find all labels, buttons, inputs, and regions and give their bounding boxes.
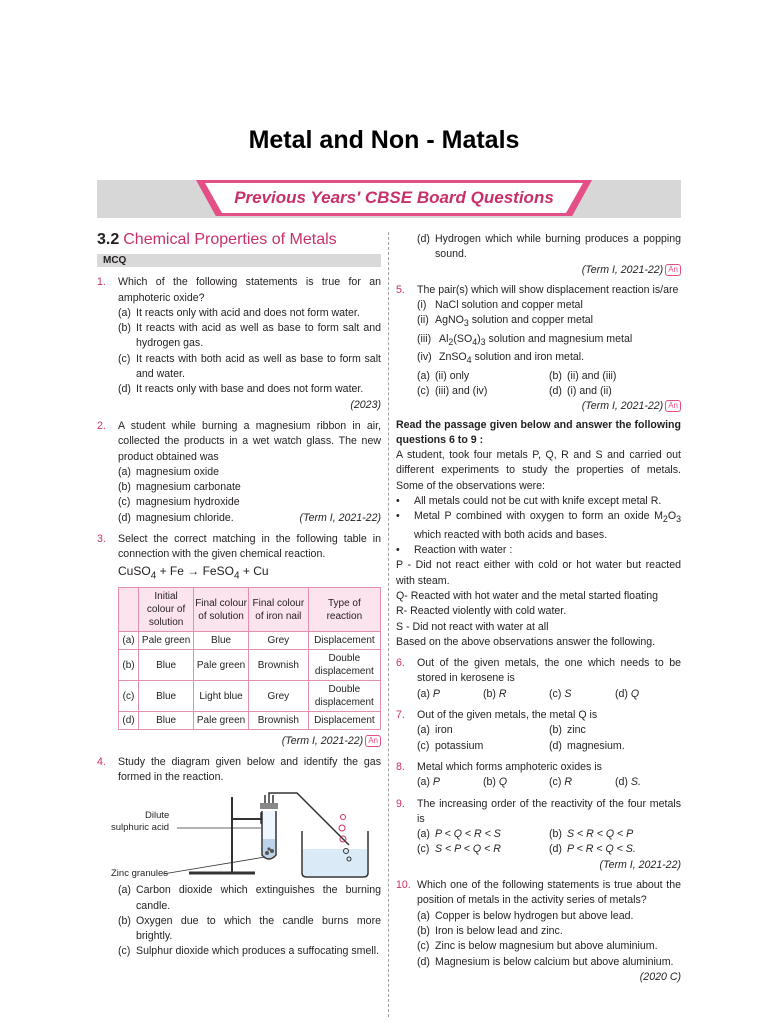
mcq-label: MCQ (97, 254, 381, 267)
question-text: Out of the given metals, the metal Q is (417, 709, 598, 722)
chemical-equation: CuSO$_4$ + Fe → FeSO$_4$ + Cu (118, 563, 269, 582)
option-d: (d) Magnesium is below calcium but above aluminium. (2020 C) (417, 955, 681, 986)
table-row: (a) Pale green Blue Grey Displacement (119, 632, 381, 650)
option-c: (c) potassium (417, 739, 484, 752)
section-heading (97, 232, 381, 247)
passage-line: Based on the above observations answer the following. (396, 635, 656, 648)
question-number: 2. (97, 419, 106, 432)
question-text: The increasing order of the reactivity of the four metals is (417, 797, 681, 825)
analyse-badge: An (665, 400, 681, 412)
question-9 (396, 797, 681, 858)
question-text: Study the diagram given below and identify the gas formed in the reaction. (118, 755, 381, 783)
option-d: (d) It reacts only with base and does not form water. (2023) (118, 382, 381, 413)
option-c: (c) It reacts with both acid as well as base to form salt and water. (118, 352, 381, 381)
option-c: (c) Zinc is below magnesium but above aluminium. (417, 940, 658, 953)
passage-bullet: • Metal P combined with oxygen to form an oxide $M_2O_3$ which reacted with both acids and bases. (396, 510, 681, 541)
option-a: (a) P < Q < R < S (417, 828, 501, 841)
option-a: (a) magnesium oxide (118, 465, 220, 478)
item-ii: (ii) AgNO$_3$ solution and copper metal (417, 314, 594, 329)
options-row (417, 827, 681, 842)
option-c: (c) S < P < Q < R (417, 843, 501, 856)
table-row: (d) Blue Pale green Brownish Displacement (119, 712, 381, 730)
diagram-label: Zinc granules (111, 868, 169, 880)
options-row (417, 723, 681, 738)
option-b: (b) Q (483, 776, 508, 789)
option-d: (d) magnesium. (549, 739, 625, 752)
option-b: (b) It reacts with acid as well as base to form salt and hydrogen gas. (118, 322, 381, 350)
option-b: (b) Oxygen due to which the candle burns more brightly. (118, 914, 381, 943)
option-a: (a) iron (417, 724, 453, 737)
passage-heading: Read the passage given below and answer the following questions 6 to 9 : (396, 418, 681, 446)
table-header (119, 588, 139, 632)
section-number: 3.2 (97, 231, 120, 248)
question-number: 6. (396, 657, 405, 670)
option-d: (d) magnesium chloride. (Term I, 2021-22) (118, 511, 381, 526)
option-c: (c) R (549, 776, 572, 789)
question-5 (396, 283, 681, 399)
option-a: (a) It reacts only with acid and does not form water. (118, 306, 360, 319)
question-4-options (97, 883, 381, 959)
question-number: 9. (396, 797, 405, 810)
options-row (417, 384, 681, 399)
option-c: (c) (iii) and (iv) (417, 385, 488, 397)
table-header: Initial colour of solution (139, 588, 194, 632)
item-iii: (iii) $Al_2(SO_4)_3$ solution and magnesium metal (417, 332, 633, 347)
table-row: (b) Blue Pale green Brownish Double displacement (119, 650, 381, 681)
year-tag: (Term I, 2021-22) An (396, 263, 681, 278)
options-row (417, 775, 681, 790)
question-text: Out of the given metals, the one which needs to be stored in kerosene is (417, 657, 681, 685)
options-row (417, 687, 681, 702)
question-number: 7. (396, 709, 405, 722)
table-row: (c) Blue Light blue Grey Double displacement (119, 681, 381, 712)
analyse-badge: An (665, 264, 681, 276)
right-column (396, 232, 681, 991)
option-d: (d) Q (615, 687, 640, 700)
year-tag: (Term I, 2021-22) (599, 858, 681, 871)
year-tag: (Term I, 2021-22) (299, 511, 381, 524)
option-c: (c) S (549, 687, 572, 700)
question-4-continued (396, 232, 681, 263)
table-header-row (119, 588, 381, 632)
passage-line: S - Did not react with water at all (396, 620, 549, 633)
year-tag: (2020 C) (639, 970, 681, 983)
option-a: (a) (ii) only (417, 369, 470, 382)
options-row (417, 369, 681, 384)
question-number: 4. (97, 755, 106, 768)
item-i: (i) NaCl solution and copper metal (417, 299, 583, 312)
passage-line: R- Reacted violently with cold water. (396, 605, 567, 618)
year-tag: (Term I, 2021-22) An (396, 399, 681, 414)
apparatus-diagram (97, 789, 381, 881)
passage-bullet: • All metals could not be cut with knife except metal R. (396, 495, 662, 508)
option-a: (a) Copper is below hydrogen but above lead. (417, 909, 634, 922)
diagram-label: Dilute (145, 810, 170, 822)
question-2 (97, 419, 381, 526)
question-text: Metal which forms amphoteric oxides is (417, 760, 602, 773)
question-number: 1. (97, 276, 106, 289)
question-8 (396, 760, 681, 791)
section-title: Chemical Properties of Metals (123, 231, 337, 248)
year-tag: (Term I, 2021-22) An (97, 734, 381, 749)
option-d: (d) Hydrogen which while burning produces a popping sound. (417, 233, 681, 261)
question-text: Which one of the following statements is true about the position of metals in the activity series of metals? (417, 879, 681, 907)
left-column (97, 232, 381, 960)
option-a: (a) P (417, 687, 440, 700)
option-d: (d) P < R < Q < S. (549, 843, 636, 856)
passage-bullet: • Reaction with water : (396, 544, 513, 557)
option-a: (a) P (417, 776, 440, 789)
options-row (417, 739, 681, 754)
option-c: (c) magnesium hydroxide (118, 496, 240, 509)
year-tag: (2023) (350, 398, 381, 411)
table-header: Final colour of solution (194, 588, 249, 632)
option-b: (b) (ii) and (iii) (549, 369, 617, 382)
option-a: (a) Carbon dioxide which extinguishes the burning candle. (118, 884, 381, 912)
diagram-label: sulphuric acid (111, 822, 170, 834)
option-b: (b) zinc (549, 724, 586, 737)
question-10 (396, 878, 681, 985)
question-number: 5. (396, 283, 405, 296)
question-6 (396, 656, 681, 702)
question-text: A student while burning a magnesium ribbon in air, collected the products in a wet watch glass. The new product obtained was (118, 419, 381, 463)
matching-table (118, 587, 381, 730)
option-b: (b) magnesium carbonate (118, 481, 241, 494)
question-1 (97, 275, 381, 413)
question-text: The pair(s) which will show displacement reaction is/are (417, 283, 679, 296)
question-number: 8. (396, 760, 405, 773)
column-divider (388, 232, 389, 1017)
question-7 (396, 708, 681, 754)
options-row (417, 842, 681, 857)
question-3 (97, 532, 381, 585)
option-c: (c) Sulphur dioxide which produces a suffocating smell. (118, 945, 380, 958)
passage-line: Q- Reacted with hot water and the metal started floating (396, 589, 659, 602)
option-b: (b) Iron is below lead and zinc. (417, 924, 563, 937)
question-number: 10. (396, 879, 411, 892)
question-text: Which of the following statements is true for an amphoteric oxide? (118, 276, 381, 304)
option-d: (d) (i) and (ii) (549, 385, 612, 397)
option-d: (d) S. (615, 776, 641, 789)
page-title: Metal and Non - Matals (248, 126, 520, 154)
item-iv: (iv) ZnSO$_4$ solution and iron metal. (417, 351, 585, 366)
question-text: Select the correct matching in the following table in connection with the given chemical reaction. (118, 533, 381, 561)
option-b: (b) S < R < Q < P (549, 828, 634, 841)
banner-heading: Previous Years' CBSE Board Questions (234, 188, 554, 207)
passage-intro: A student, took four metals P, Q, R and S and carried out different experiments to study the properties of metals. Some of the observations were: (396, 449, 681, 492)
option-b: (b) R (483, 687, 507, 700)
question-4 (97, 755, 381, 786)
question-number: 3. (97, 533, 106, 546)
table-header: Type of reaction (308, 588, 380, 632)
analyse-badge: An (365, 735, 381, 747)
table-header: Final colour of iron nail (248, 588, 308, 632)
passage-line: P - Did not react either with cold or hot water but reacted with steam. (396, 559, 681, 587)
